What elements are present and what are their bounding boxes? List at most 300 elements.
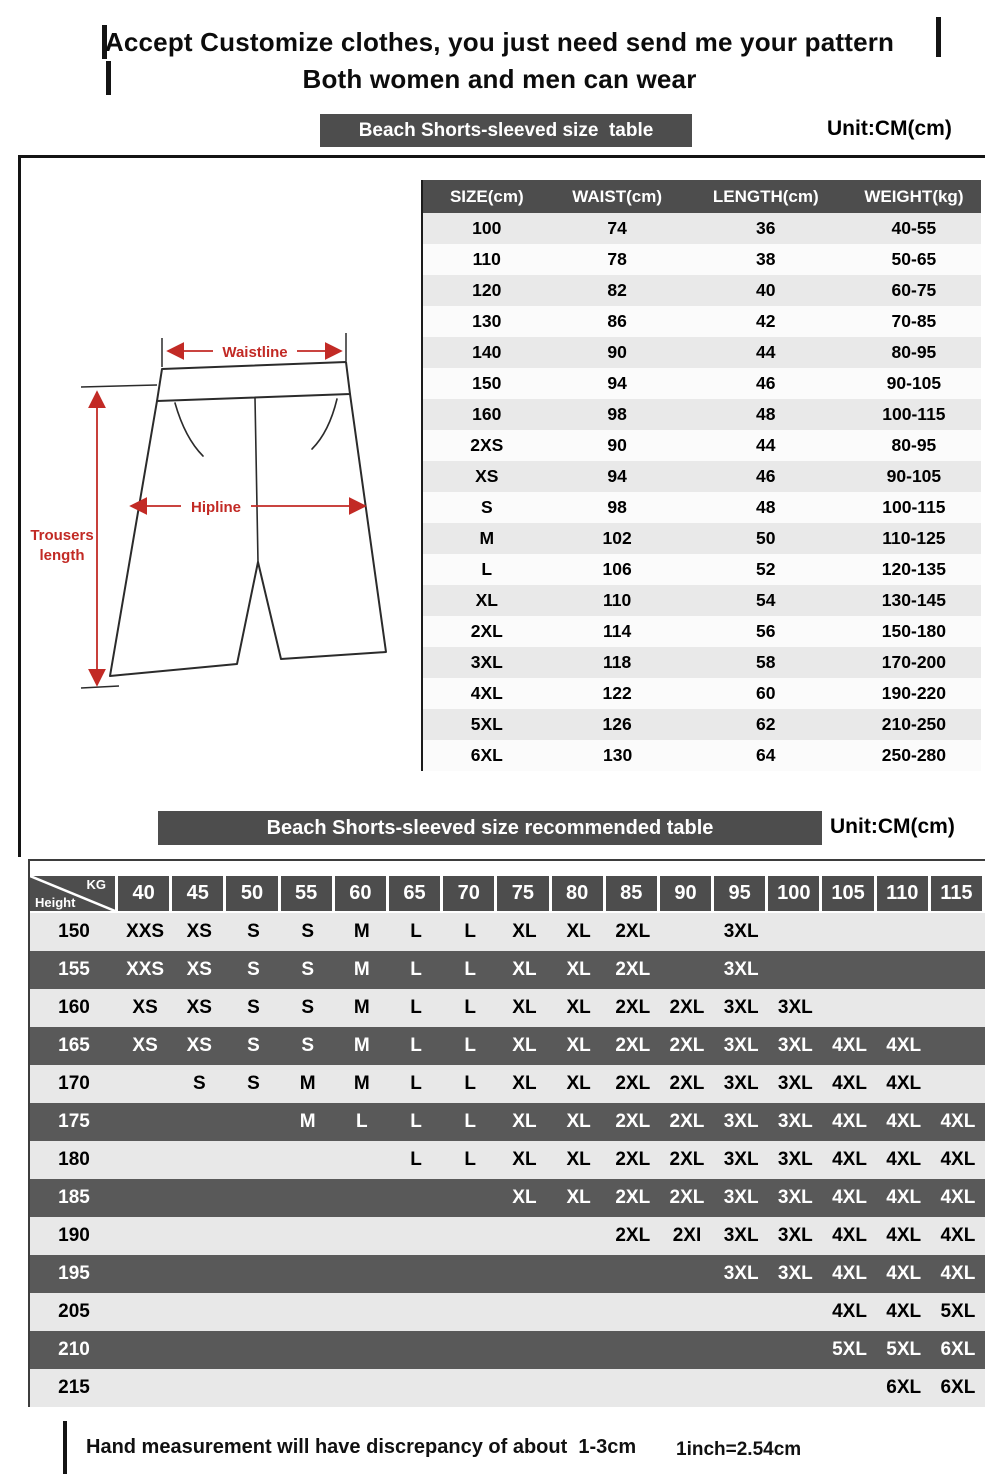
weight-column-header: 90: [660, 876, 714, 911]
rec-table-row: [30, 913, 985, 951]
rec-size-cell: 3XL: [723, 1111, 759, 1132]
rec-size-cell: [497, 1369, 551, 1407]
size-table-cell: 86: [607, 311, 627, 331]
rec-size-cell: 3XL: [723, 1225, 759, 1246]
left-pocket-line: [175, 403, 203, 456]
length-tick-top: [81, 385, 157, 387]
rec-size-cell: 3XL: [723, 997, 759, 1018]
rec-table-row: [30, 1065, 985, 1103]
rec-size-cell: 4XL: [940, 1149, 976, 1170]
rec-size-cell: [606, 1369, 660, 1407]
weight-column-header: 40: [118, 876, 172, 911]
recommended-table-banner: Beach Shorts-sleeved size recommended table: [158, 811, 822, 845]
rec-size-cell: 4XL: [886, 1225, 922, 1246]
size-table-cell: M: [479, 528, 495, 548]
size-column-header: WEIGHT(kg): [847, 180, 981, 213]
size-table-row: [422, 523, 981, 554]
rec-size-cell: M: [299, 1073, 316, 1094]
size-table-cell: 130-145: [881, 590, 947, 610]
rec-size-cell: [714, 1369, 768, 1407]
size-table-row: [422, 492, 981, 523]
rec-size-cell: 2XL: [615, 1073, 651, 1094]
rec-size-cell: [118, 1293, 172, 1331]
measurement-note: Hand measurement will have discrepancy of about 1-3cm: [86, 1436, 637, 1458]
size-table-cell: 190-220: [881, 683, 947, 703]
rec-size-cell: XS: [186, 921, 212, 942]
rec-size-cell: [281, 1217, 335, 1255]
rec-size-cell: XL: [512, 997, 537, 1018]
rec-size-cell: [660, 951, 714, 989]
size-table-row: [422, 647, 981, 678]
rec-size-cell: 4XL: [886, 1263, 922, 1284]
rec-size-cell: S: [192, 1073, 206, 1094]
rec-size-cell: 2XL: [669, 1149, 705, 1170]
size-table-cell: 6XL: [470, 745, 503, 765]
rec-size-cell: [335, 1141, 389, 1179]
rec-size-cell: [281, 1331, 335, 1369]
size-table-cell: 64: [756, 745, 776, 765]
weight-column-header: 55: [281, 876, 335, 911]
rec-size-cell: [931, 989, 985, 1027]
shorts-diagram: [15, 330, 420, 705]
rec-corner-cell: [30, 876, 118, 911]
rec-size-cell: [226, 1293, 280, 1331]
rec-header-row: [30, 876, 985, 911]
rec-size-cell: 4XL: [940, 1187, 976, 1208]
size-table-cell: 98: [607, 497, 627, 517]
size-table-cell: 50: [756, 528, 776, 548]
rec-size-cell: 3XL: [723, 1035, 759, 1056]
weight-column-header: 75: [497, 876, 551, 911]
rec-size-cell: [443, 1293, 497, 1331]
rec-size-cell: 2XI: [672, 1225, 702, 1246]
size-table-row: [422, 368, 981, 399]
height-cell: 190: [58, 1225, 90, 1246]
size-table-cell: 150-180: [881, 621, 947, 641]
rec-size-cell: S: [247, 959, 260, 980]
size-table-body: [422, 213, 981, 771]
rec-size-cell: [552, 1331, 606, 1369]
size-table-cell: 46: [756, 466, 776, 486]
trousers-length-label-1: Trousers: [30, 527, 94, 544]
length-tick-bottom: [81, 686, 119, 688]
rec-table-body: [30, 913, 985, 1407]
size-table-cell: 122: [602, 683, 632, 703]
rec-size-cell: XS: [186, 1035, 212, 1056]
rec-size-cell: 3XL: [777, 1263, 813, 1284]
footer-bar: [63, 1421, 67, 1474]
size-table-cell: 250-280: [881, 745, 947, 765]
weight-column-header: 100: [768, 876, 822, 911]
rec-size-cell: [931, 951, 985, 989]
rec-size-cell: 4XL: [832, 1225, 867, 1246]
rec-size-cell: [389, 1217, 443, 1255]
rec-size-cell: 2XL: [669, 1187, 705, 1208]
rec-size-cell: [281, 1179, 335, 1217]
size-table-cell: 48: [756, 497, 776, 517]
divider-line: [18, 155, 985, 158]
size-table-cell: 80-95: [891, 342, 937, 362]
rec-table-row: [30, 1217, 985, 1255]
height-cell: 210: [58, 1339, 90, 1360]
height-cell: 170: [58, 1073, 90, 1094]
size-table-row: [422, 213, 981, 244]
rec-size-cell: 4XL: [832, 1149, 867, 1170]
rec-size-cell: 5XL: [886, 1339, 922, 1360]
size-table-cell: 58: [756, 652, 776, 672]
size-table-cell: 120-135: [881, 559, 947, 579]
rec-size-cell: [226, 1179, 280, 1217]
size-table-cell: 94: [607, 466, 627, 486]
shorts-body-outline: [110, 394, 386, 676]
height-cell: 180: [58, 1149, 90, 1170]
rec-size-cell: XL: [512, 1073, 537, 1094]
size-table-row: [422, 275, 981, 306]
rec-size-cell: 2XL: [615, 1225, 651, 1246]
rec-size-cell: 6XL: [940, 1339, 976, 1360]
size-table-cell: 48: [756, 404, 776, 424]
rec-table-row: [30, 951, 985, 989]
rec-size-cell: [335, 1255, 389, 1293]
rec-size-cell: 4XL: [940, 1263, 976, 1284]
rec-size-cell: XL: [566, 1073, 591, 1094]
height-cell: 175: [58, 1111, 90, 1132]
weight-column-header: 105: [822, 876, 876, 911]
size-table-row: [422, 709, 981, 740]
rec-size-cell: 4XL: [886, 1035, 922, 1056]
rec-size-cell: [822, 1369, 876, 1407]
rec-size-cell: S: [247, 1035, 260, 1056]
rec-size-cell: M: [353, 997, 370, 1018]
rec-size-cell: XL: [512, 1111, 537, 1132]
rec-size-cell: [335, 1293, 389, 1331]
rec-size-cell: [931, 1065, 985, 1103]
rec-size-cell: [335, 1179, 389, 1217]
rec-size-cell: [660, 1255, 714, 1293]
size-table-cell: 56: [756, 621, 776, 641]
height-cell: 165: [58, 1035, 90, 1056]
size-table-cell: 98: [607, 404, 627, 424]
rec-size-cell: 3XL: [723, 959, 759, 980]
rec-table-row: [30, 1369, 985, 1407]
rec-size-cell: [606, 1255, 660, 1293]
rec-size-cell: [172, 1141, 226, 1179]
rec-size-cell: [552, 1217, 606, 1255]
rec-size-cell: [281, 1255, 335, 1293]
size-table-cell: 94: [607, 373, 627, 393]
size-column-header: SIZE(cm): [422, 180, 551, 213]
size-table-row: [422, 430, 981, 461]
size-table-row: [422, 244, 981, 275]
size-table-row: [422, 554, 981, 585]
rec-size-cell: 3XL: [777, 1111, 813, 1132]
size-table-row: [422, 337, 981, 368]
size-table-banner: Beach Shorts-sleeved size table: [320, 114, 692, 147]
size-table-row: [422, 616, 981, 647]
rec-size-cell: [660, 913, 714, 951]
rec-size-cell: S: [301, 1035, 314, 1056]
weight-column-header: 65: [389, 876, 443, 911]
rec-size-cell: 3XL: [777, 1073, 813, 1094]
rec-size-cell: S: [247, 1073, 260, 1094]
rec-size-cell: 2XL: [669, 1073, 705, 1094]
rec-size-cell: XL: [512, 921, 537, 942]
size-table-cell: 82: [607, 280, 627, 300]
waistband-outline: [157, 362, 350, 401]
rec-size-cell: [389, 1331, 443, 1369]
rec-size-cell: [389, 1369, 443, 1407]
rec-size-cell: L: [464, 1073, 477, 1094]
rec-size-cell: 3XL: [723, 921, 759, 942]
rec-size-cell: [118, 1179, 172, 1217]
size-table-row: [422, 740, 981, 771]
rec-size-cell: [714, 1293, 768, 1331]
rec-size-cell: S: [301, 997, 314, 1018]
rec-size-cell: L: [410, 1149, 422, 1170]
rec-table-row: [30, 1255, 985, 1293]
size-table-cell: 38: [756, 249, 776, 269]
size-table-cell: 44: [756, 342, 776, 362]
rec-size-cell: [118, 1141, 172, 1179]
rec-size-cell: XL: [566, 997, 591, 1018]
rec-size-cell: S: [301, 959, 314, 980]
rec-size-cell: L: [464, 1035, 477, 1056]
rec-size-cell: [443, 1255, 497, 1293]
size-table-row: [422, 399, 981, 430]
size-table-cell: 62: [756, 714, 776, 734]
rec-size-cell: 4XL: [832, 1111, 867, 1132]
rec-size-cell: [118, 1255, 172, 1293]
size-table-cell: 80-95: [891, 435, 937, 455]
rec-size-cell: M: [299, 1111, 316, 1132]
rec-size-cell: 3XL: [723, 1263, 759, 1284]
rec-table-row: [30, 1027, 985, 1065]
size-table-cell: 36: [756, 218, 776, 238]
rec-size-cell: [877, 989, 931, 1027]
rec-size-cell: 2XL: [669, 997, 705, 1018]
center-seam-line: [255, 398, 258, 562]
rec-size-cell: [660, 1293, 714, 1331]
size-table-cell: 70-85: [891, 311, 937, 331]
rec-size-cell: 3XL: [723, 1073, 759, 1094]
rec-size-cell: [877, 951, 931, 989]
rec-size-cell: [443, 1331, 497, 1369]
size-table-cell: 4XL: [470, 683, 503, 703]
size-table-cell: 100-115: [882, 404, 946, 424]
weight-column-header: 70: [443, 876, 497, 911]
size-table-cell: 78: [607, 249, 627, 269]
size-table-cell: 50-65: [891, 249, 937, 269]
rec-size-cell: 4XL: [832, 1263, 867, 1284]
rec-size-cell: [172, 1293, 226, 1331]
rec-size-cell: L: [410, 1073, 422, 1094]
rec-size-cell: 6XL: [886, 1377, 922, 1398]
size-table-unit: Unit:CM(cm): [827, 117, 952, 140]
size-table-cell: 60-75: [891, 280, 937, 300]
rec-size-cell: 2XL: [615, 1149, 651, 1170]
rec-size-cell: [768, 1369, 822, 1407]
rec-size-cell: 2XL: [669, 1111, 705, 1132]
size-table-cell: 40-55: [891, 218, 937, 238]
rec-size-cell: L: [410, 1035, 422, 1056]
rec-size-cell: [172, 1255, 226, 1293]
rec-size-cell: L: [356, 1111, 368, 1132]
rec-size-cell: 2XL: [615, 1187, 651, 1208]
size-table-cell: 170-200: [881, 652, 947, 672]
height-cell: 155: [58, 959, 90, 980]
rec-size-cell: [660, 1331, 714, 1369]
height-cell: 150: [58, 921, 90, 942]
weight-column-header: 50: [226, 876, 280, 911]
size-table-cell: 150: [472, 373, 502, 393]
rec-size-cell: 5XL: [832, 1339, 867, 1360]
rec-size-cell: XS: [132, 997, 158, 1018]
rec-size-cell: 3XL: [777, 997, 813, 1018]
trousers-length-label-2: length: [39, 547, 85, 564]
rec-table-row: [30, 1141, 985, 1179]
corner-height-label: Height: [35, 895, 76, 910]
size-table-cell: 118: [603, 652, 632, 672]
size-table-cell: 90-105: [886, 373, 942, 393]
rec-size-cell: [335, 1217, 389, 1255]
height-cell: 185: [58, 1187, 90, 1208]
rec-size-cell: [226, 1369, 280, 1407]
rec-size-cell: [389, 1255, 443, 1293]
rec-size-cell: XL: [566, 921, 591, 942]
rec-size-cell: XXS: [126, 921, 165, 942]
size-table-cell: 2XS: [470, 435, 504, 455]
rec-size-cell: 6XL: [940, 1377, 976, 1398]
rec-size-cell: [606, 1331, 660, 1369]
rec-size-cell: [389, 1179, 443, 1217]
rec-size-cell: S: [247, 997, 260, 1018]
rec-size-cell: 4XL: [832, 1301, 867, 1322]
rec-size-cell: [118, 1331, 172, 1369]
rec-size-cell: [335, 1369, 389, 1407]
size-table-cell: 90-105: [886, 466, 942, 486]
recommended-table-unit: Unit:CM(cm): [830, 815, 955, 838]
rec-table-row: [30, 1103, 985, 1141]
rec-size-cell: XS: [132, 1035, 158, 1056]
size-column-header: WAIST(cm): [551, 180, 685, 213]
rec-size-cell: [497, 1293, 551, 1331]
size-table-cell: 130: [603, 745, 633, 765]
size-table-cell: 106: [602, 559, 632, 579]
title-line-1: Accept Customize clothes, you just need send me your pattern: [104, 27, 895, 57]
rec-size-cell: 3XL: [777, 1149, 813, 1170]
rec-table-row: [30, 1293, 985, 1331]
weight-column-header: 60: [335, 876, 389, 911]
rec-size-cell: [226, 1217, 280, 1255]
rec-size-cell: [931, 913, 985, 951]
rec-size-cell: 5XL: [940, 1301, 976, 1322]
rec-size-cell: 3XL: [723, 1149, 759, 1170]
size-table-cell: 110: [603, 590, 632, 610]
size-table-cell: 52: [756, 559, 776, 579]
rec-size-cell: [443, 1217, 497, 1255]
rec-size-cell: 3XL: [777, 1187, 813, 1208]
rec-size-cell: L: [410, 921, 422, 942]
size-table-cell: 2XL: [470, 621, 503, 641]
rec-size-cell: [768, 951, 822, 989]
rec-size-cell: [552, 1369, 606, 1407]
size-table-cell: 110-125: [882, 528, 946, 548]
rec-size-cell: [931, 1027, 985, 1065]
rec-size-cell: 4XL: [886, 1111, 922, 1132]
size-table-cell: XS: [475, 466, 499, 486]
rec-size-cell: S: [301, 921, 314, 942]
size-table-cell: XL: [475, 590, 498, 610]
size-table-cell: 210-250: [881, 714, 947, 734]
rec-size-cell: 4XL: [832, 1187, 867, 1208]
rec-size-cell: [118, 1065, 172, 1103]
rec-size-cell: [226, 1255, 280, 1293]
rec-size-cell: 2XL: [669, 1035, 705, 1056]
rec-size-cell: S: [247, 921, 260, 942]
rec-size-cell: XL: [512, 1187, 537, 1208]
size-table-cell: 130: [472, 311, 502, 331]
rec-size-cell: [281, 1293, 335, 1331]
rec-size-cell: 2XL: [615, 921, 651, 942]
weight-column-header: 45: [172, 876, 226, 911]
rec-size-cell: 4XL: [940, 1111, 976, 1132]
size-table-cell: 60: [756, 683, 776, 703]
rec-size-cell: [172, 1217, 226, 1255]
rec-table-row: [30, 1331, 985, 1369]
rec-size-cell: [172, 1369, 226, 1407]
size-table-cell: L: [481, 559, 493, 579]
size-table-row: [422, 678, 981, 709]
height-cell: 160: [58, 997, 90, 1018]
rec-size-cell: XL: [566, 1035, 591, 1056]
size-table-cell: 110: [472, 249, 501, 269]
rec-size-cell: 2XL: [615, 1035, 651, 1056]
rec-size-cell: 2XL: [615, 997, 651, 1018]
rec-size-cell: [226, 1331, 280, 1369]
size-table-cell: 114: [603, 621, 632, 641]
size-table-cell: 46: [756, 373, 776, 393]
page-title: [0, 24, 999, 98]
rec-size-cell: [768, 1331, 822, 1369]
rec-size-cell: XL: [566, 959, 591, 980]
rec-size-cell: XL: [566, 1149, 591, 1170]
rec-size-cell: L: [410, 1111, 422, 1132]
rec-size-cell: [389, 1293, 443, 1331]
size-table-cell: 160: [472, 404, 502, 424]
rec-size-cell: M: [353, 1073, 370, 1094]
weight-column-header: 95: [714, 876, 768, 911]
size-table-cell: 40: [756, 280, 776, 300]
title-line-2: Both women and men can wear: [302, 64, 697, 94]
height-cell: 215: [58, 1377, 90, 1398]
rec-size-cell: 4XL: [886, 1073, 922, 1094]
rec-size-cell: 3XL: [777, 1035, 813, 1056]
size-table-cell: 5XL: [470, 714, 503, 734]
rec-size-cell: [714, 1331, 768, 1369]
hipline-label: Hipline: [190, 499, 242, 516]
size-table-cell: 126: [602, 714, 632, 734]
rec-size-cell: [660, 1369, 714, 1407]
rec-size-cell: [877, 913, 931, 951]
rec-size-cell: XL: [566, 1187, 591, 1208]
rec-size-cell: 2XL: [615, 959, 651, 980]
rec-size-cell: 4XL: [832, 1073, 867, 1094]
rec-size-cell: 4XL: [886, 1149, 922, 1170]
rec-size-cell: [443, 1179, 497, 1217]
weight-column-header: 115: [931, 876, 985, 911]
size-table-header-row: [422, 180, 981, 213]
rec-size-cell: [118, 1103, 172, 1141]
